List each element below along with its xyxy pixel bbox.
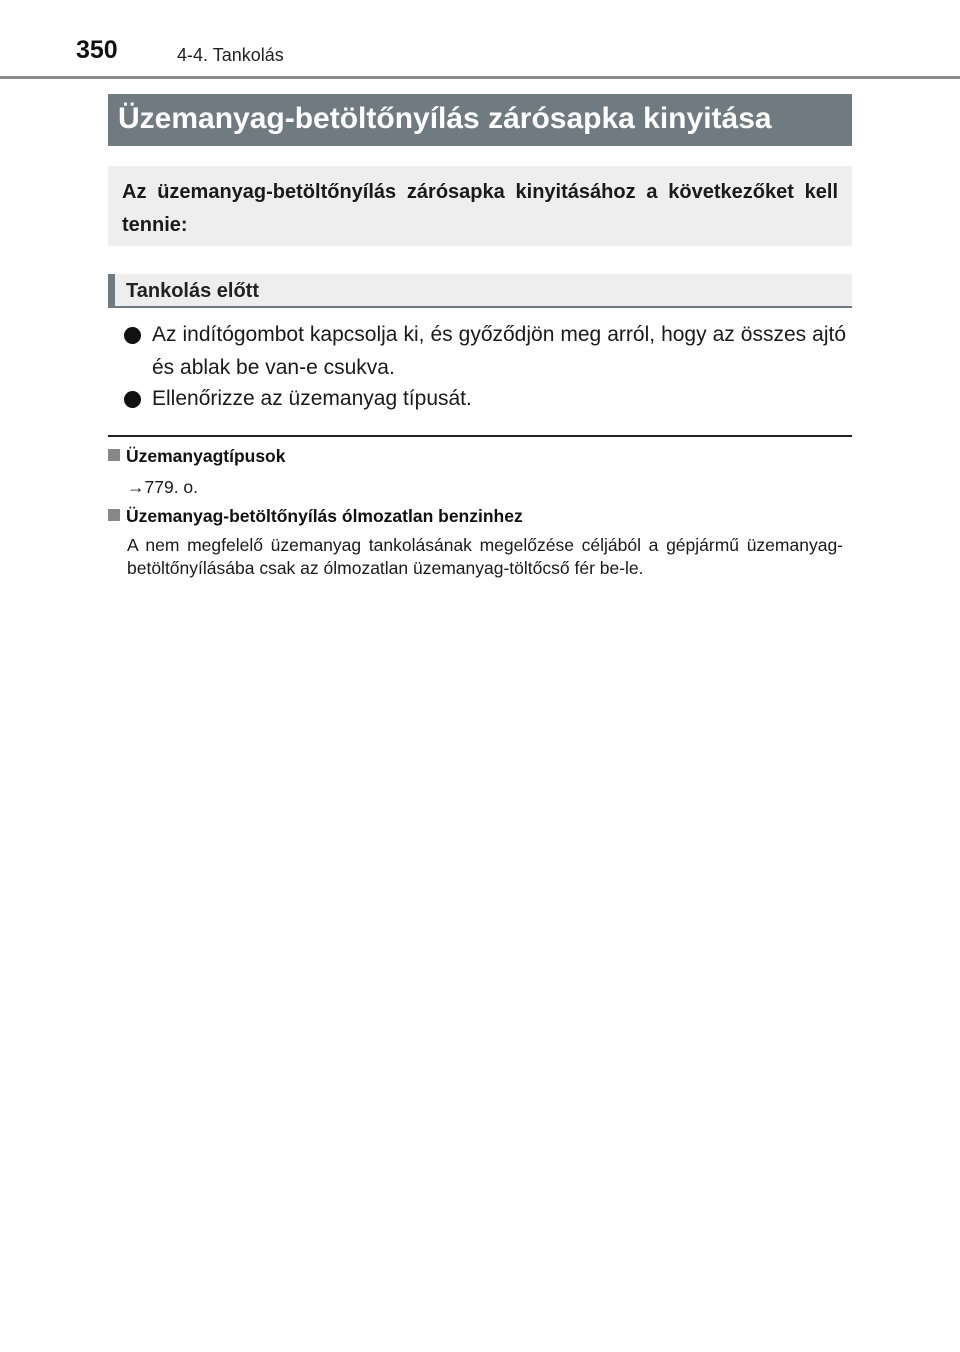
subsection-title: Tankolás előtt <box>126 280 259 302</box>
arrow-right-icon: → <box>127 477 145 497</box>
section-title-bar <box>108 94 852 146</box>
bullet-dot-icon <box>124 327 141 344</box>
note-heading-text: Üzemanyagtípusok <box>126 446 286 466</box>
section-title: Üzemanyag-betöltőnyílás zárósapka kinyitása <box>118 102 772 135</box>
section-reference: 4-4. Tankolás <box>177 45 284 65</box>
subsection-underline <box>108 306 852 308</box>
subsection-header <box>108 274 852 308</box>
bullet-text: Az indítógombot kapcsolja ki, és győződjön meg arról, hogy az összes ajtó és ablak be van-e csukva. <box>152 323 846 379</box>
intro-box <box>108 166 852 246</box>
note-heading-text: Üzemanyag-betöltőnyílás ólmozatlan benzinhez <box>126 506 523 526</box>
header-rule <box>0 76 960 79</box>
page-reference-link[interactable]: 779. o. <box>144 477 199 497</box>
square-bullet-icon <box>108 449 120 461</box>
bullet-text: Ellenőrizze az üzemanyag típusát. <box>152 387 472 410</box>
intro-text: Az üzemanyag-betöltőnyílás zárósapka kinyitásához a következőket kell tennie: <box>122 181 838 236</box>
page-number: 350 <box>76 36 118 64</box>
square-bullet-icon <box>108 509 120 521</box>
notes-divider <box>108 435 852 437</box>
note-heading <box>108 506 523 527</box>
bullet-dot-icon <box>124 391 141 408</box>
note-heading <box>108 446 285 467</box>
subsection-accent <box>108 274 115 308</box>
page-header <box>0 0 960 80</box>
note-body: A nem megfelelő üzemanyag tankolásának megelőzése céljából a gépjármű üzemanyag-betöltőnyílásába csak az ólmozatlan üzemanyag-töltőcső fér be-le. <box>127 535 843 578</box>
note-body <box>127 476 843 499</box>
